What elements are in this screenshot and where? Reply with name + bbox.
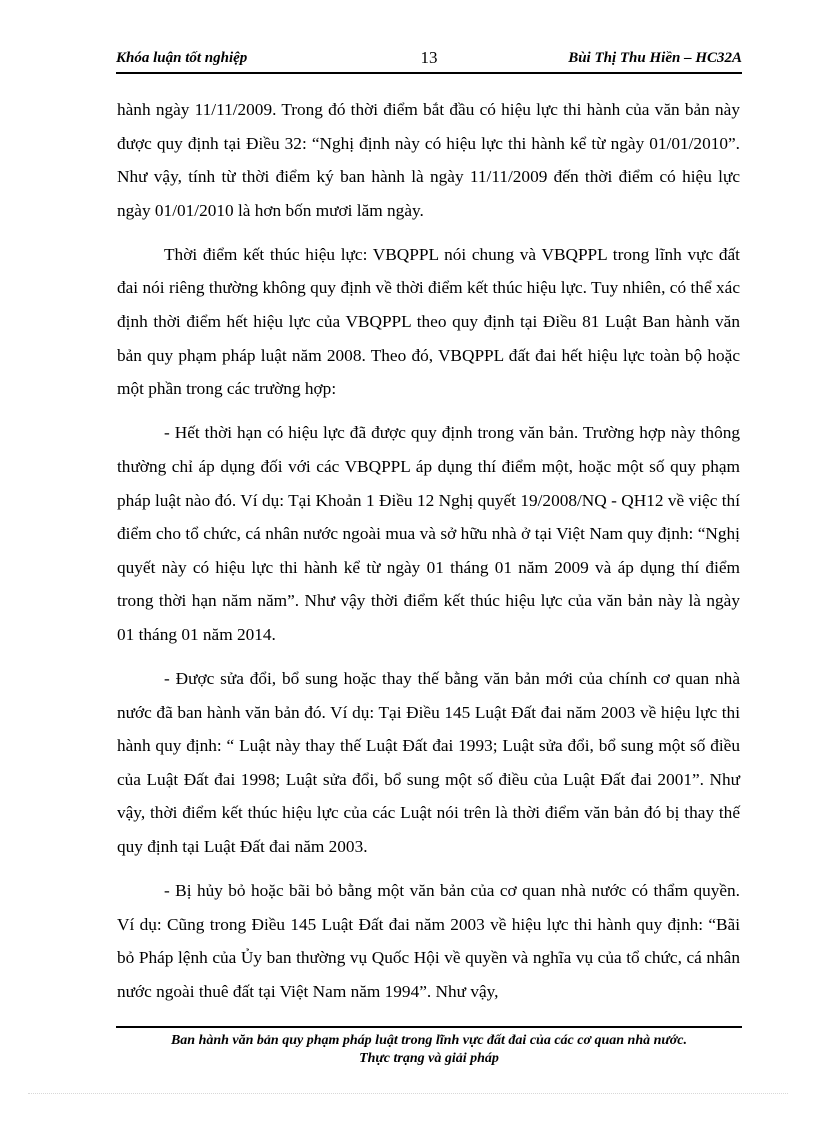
header-author: Bùi Thị Thu Hiền – HC32A [568,50,742,66]
page-header [116,46,742,74]
paragraph: hành ngày 11/11/2009. Trong đó thời điểm bắt đầu có hiệu lực thi hành của văn bản này được quy định tại Điều 32: “Nghị định này có hiệu lực thi hành kể từ ngày 01/01/2010”. Như vậy, tính từ thời điểm ký ban hành là ngày 11/11/2009 đến thời điểm có hiệu lực ngày 01/01/2010 là hơn bốn mươi lăm ngày. [117,100,740,220]
page-number: 13 [420,48,438,67]
footer-title-line1: Ban hành văn bản quy phạm pháp luật trong lĩnh vực đất đai của các cơ quan nhà nước. [170,1033,688,1048]
paragraph: - Được sửa đổi, bổ sung hoặc thay thế bằng văn bản mới của chính cơ quan nhà nước đã ban hành văn bản đó. Ví dụ: Tại Điều 145 Luật Đất đai năm 2003 về hiệu lực thi hành quy định: “ Luật này thay thế Luật Đất đai 1993; Luật sửa đổi, bổ sung một số điều của Luật Đất đai 1998; Luật sửa đổi, bổ sung một số điều của Luật Đất đai 2001”. Như vậy, thời điểm kết thúc hiệu lực của các Luật nói trên là thời điểm văn bản đó bị thay thế quy định tại Luật Đất đai năm 2003. [117,669,740,856]
paragraph: - Bị hủy bỏ hoặc bãi bỏ bằng một văn bản của cơ quan nhà nước có thẩm quyền. Ví dụ: Cũng trong Điều 145 Luật Đất đai năm 2003 về hiệu lực thi hành quy định: “Bãi bỏ Pháp lệnh của Ủy ban thường vụ Quốc Hội về quyền và nghĩa vụ của tổ chức, cá nhân nước ngoài thuê đất tại Việt Nam năm 1994”. Như vậy, [117,881,740,1001]
body-text [117,93,740,1019]
page-bottom-divider [28,1093,788,1094]
paragraph: - Hết thời hạn có hiệu lực đã được quy định trong văn bản. Trường hợp này thông thường chỉ áp dụng đối với các VBQPPL áp dụng thí điểm một, hoặc một số quy phạm pháp luật nào đó. Ví dụ: Tại Khoản 1 Điều 12 Nghị quyết 19/2008/NQ - QH12 về việc thí điểm cho tổ chức, cá nhân nước ngoài mua và sở hữu nhà ở tại Việt Nam quy định: “Nghị quyết này có hiệu lực thi hành kể từ ngày 01 tháng 01 năm 2009 và áp dụng thí điểm trong thời hạn năm năm”. Như vậy thời điểm kết thúc hiệu lực của văn bản này là ngày 01 tháng 01 năm 2014. [117,423,740,644]
header-thesis-label: Khóa luận tốt nghiệp [116,50,248,66]
paragraph: Thời điểm kết thúc hiệu lực: VBQPPL nói chung và VBQPPL trong lĩnh vực đất đai nói riêng thường không quy định về thời điểm kết thúc hiệu lực. Tuy nhiên, có thể xác định thời điểm hết hiệu lực của VBQPPL theo quy định tại Điều 81 Luật Ban hành văn bản quy phạm pháp luật năm 2008. Theo đó, VBQPPL đất đai hết hiệu lực toàn bộ hoặc một phần trong các trường hợp: [117,244,740,399]
page-footer [116,1026,742,1068]
footer-title-line2: Thực trạng và giải pháp [359,1051,499,1066]
